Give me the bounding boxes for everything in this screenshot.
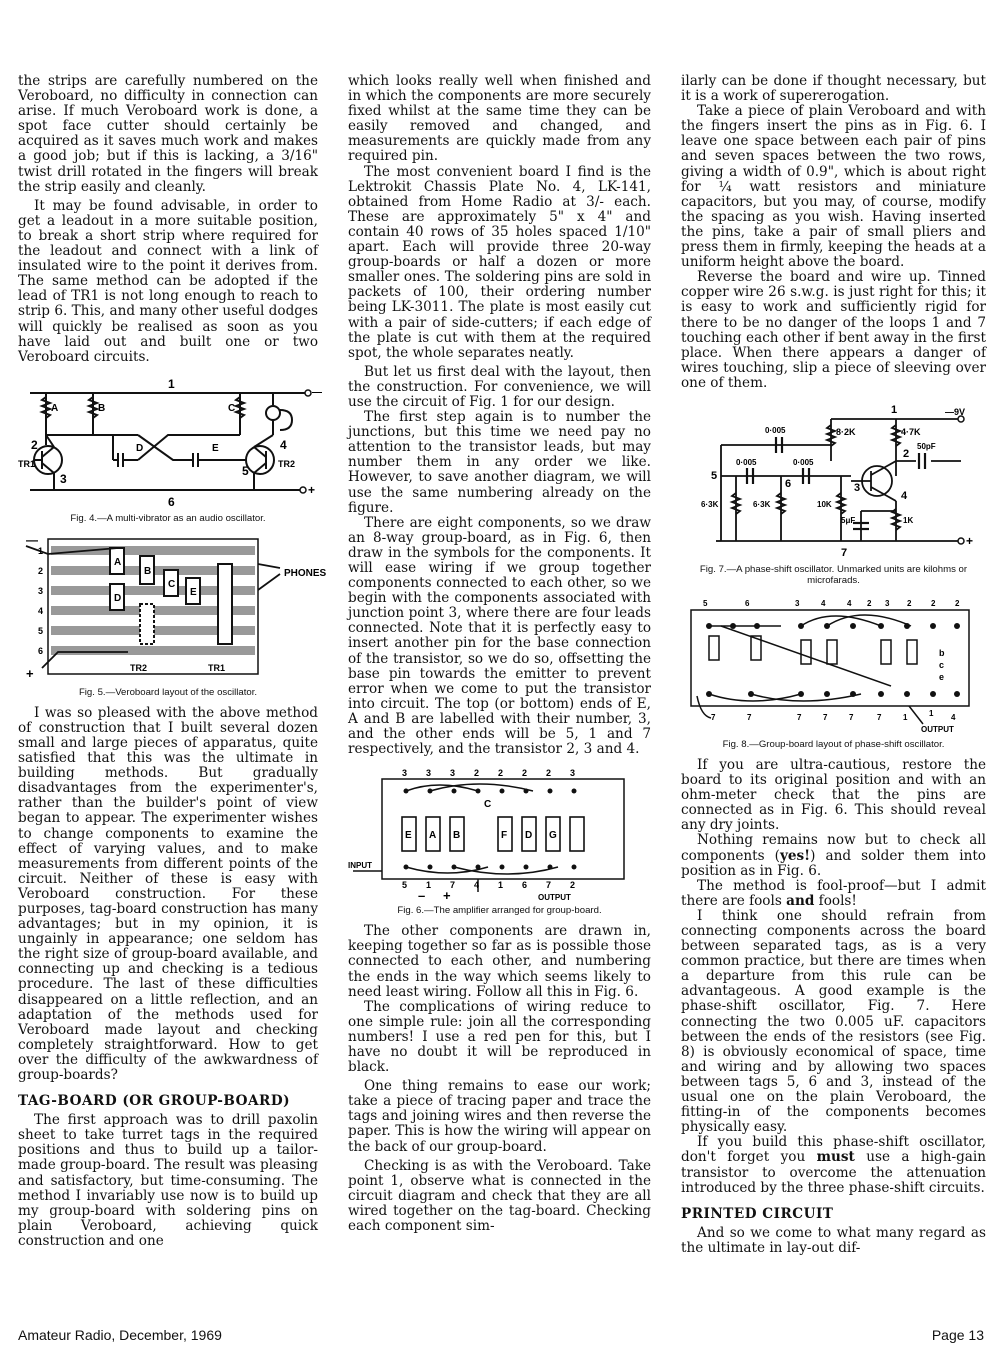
- transistor-c-label: c: [939, 659, 945, 670]
- emphasis: must: [816, 1149, 855, 1166]
- strip-3-label: 3: [38, 585, 44, 596]
- capacitor-5uf-label: 5μF: [841, 515, 856, 525]
- fig8-top-tag: 4: [847, 598, 852, 608]
- fig8-top-tag: 3: [795, 598, 800, 608]
- fig6-top-tag: 3: [426, 768, 432, 779]
- paragraph: [681, 833, 986, 878]
- text-run: fools!: [814, 892, 857, 909]
- fig6-bottom-tag: 4: [474, 880, 480, 891]
- paragraph: The most convenient board I find is the Lektrokit Chassis Plate No. 4, LK-141, obtained from Home Radio at 3/- each. These are approximately 5" x 4" and contain 40 rows of 35 holes spaced 1/10" apart. Each will provide three 20-way group-boards or half a dozen or more smaller ones. The soldering pins are sold in packets of 100, their ordering number being LK-3011. The plate is most easily cut with a pair of side-cutters; if each edge of the plate is cut with them at the required spot, the whole separates neatly.: [348, 163, 651, 361]
- component-e-label: E: [190, 586, 197, 598]
- paragraph: If you are ultra-cautious, restore the board to its original position and with an ohm-meter check that the pins are connected as in Fig. 6. This should reveal any dry joints.: [681, 756, 986, 834]
- emphasis: and: [786, 892, 815, 909]
- fig6-top-tag: 2: [546, 768, 552, 779]
- node-6-label: 6: [168, 494, 175, 509]
- figure-5: [18, 532, 327, 698]
- paragraph: ilarly can be done if thought necessary, but it is a work of supererogation.: [681, 73, 986, 105]
- section-heading: PRINTED CIRCUIT: [681, 1205, 834, 1222]
- figure-6-caption: Fig. 6.—The amplifier arranged for group-board.: [397, 905, 602, 917]
- fig6-top-tag: 3: [402, 768, 408, 779]
- component-c-label: C: [168, 578, 176, 590]
- component-a-label: A: [429, 830, 437, 842]
- emphasis: yes!: [779, 847, 811, 864]
- node-1-label: 1: [891, 403, 898, 416]
- fig6-top-tag: 2: [474, 768, 480, 779]
- paragraph: I was so pleased with the above method of construction that I built several dozen small and large pieces of apparatus, quite satisfied that this was the ultimate in building methods. But gradually disadvantages from the experimenter's, rather than the builder's point of view began to appear. The experimenter wishes to change components to examine the effect of varying values, and to make measurements from different points of the circuit. Neither of these is easy with Veroboard construction. For these purposes, tag-board construction has many advantages; but in my opinion, it is ungainly in appearance; one seldom has the right size of group-board available, and connecting up and checking is a tedious procedure. The last of these difficulties disappeared on a little reflection, and an adaptation of the methods used for Veroboard made layout and checking completely straightforward. How to get over the difficulty of the awkwardness of group-boards?: [18, 704, 318, 1084]
- fig6-bottom-tag: 7: [450, 880, 456, 891]
- fig8-top-tag: 2: [907, 598, 912, 608]
- node-1-label: 1: [168, 376, 175, 391]
- paragraph: Checking is as with the Veroboard. Take point 1, observe what is connected in the circuit diagram and check that they are all wired together on the tag-board. Checking each component sim-: [348, 1157, 651, 1234]
- fig8-top-tag: 2: [931, 598, 936, 608]
- minus-terminal-label: —: [312, 386, 322, 398]
- paragraph: I think one should refrain from connecting components across the board between separated tags, as is a very common practice, but there are times when a departure from this rule can be advantageous. A good example is the phase-shift oscillator, Fig. 7. Here connecting the two 0.005 uF. capacitors between the ends of the resistors (see Fig. 8) is obviously economical of space, time and wiring and by allowing two spaces between tags 5, 6 and 3, instead of the usual one on the plain Veroboard, the fitting-in of the components becomes physically easy.: [681, 907, 986, 1136]
- fig8-bottom-tag: 7: [711, 712, 716, 722]
- text-run: Nothing remains now but to check all components (: [681, 832, 986, 864]
- node-5-label: 5: [242, 463, 249, 478]
- output-label: OUTPUT: [921, 724, 954, 734]
- component-e-label: E: [405, 830, 412, 842]
- minus-label: –: [418, 888, 426, 904]
- component-b-label: B: [453, 830, 461, 842]
- supply-voltage-label: —9V: [945, 406, 966, 417]
- paragraph: The other components are drawn in, keeping together so far as is possible those connected to each other, and numbering the ends in the way which seems likely to need least wiring. Follow all this in Fig. 6.: [348, 923, 651, 1000]
- fig8-bottom-tag: 7: [797, 712, 802, 722]
- paragraph: The complications of wiring reduce to one simple rule: join all the corresponding numbers! I use a red pen for this, but I have no doubt it will be reproduced in black.: [348, 998, 651, 1076]
- resistor-b-label: B: [98, 402, 106, 414]
- veroboard-layout: [18, 532, 327, 684]
- node-7-label: 7: [841, 546, 848, 559]
- fig6-bottom-tag: 7: [546, 880, 552, 891]
- capacitor-50pf-label: 50pF: [917, 441, 936, 451]
- column-1: [18, 73, 327, 1249]
- capacitor-label: 0·005: [793, 457, 814, 467]
- fig6-top-tag: 3: [450, 768, 456, 779]
- capacitor-c-label: C: [228, 402, 236, 414]
- component-d-label: D: [525, 830, 533, 842]
- plus-label: +: [26, 665, 34, 681]
- plus-label: +: [443, 888, 451, 904]
- tr1-label: TR1: [208, 662, 226, 673]
- footer-publication: Amateur Radio, December, 1969: [18, 1327, 222, 1343]
- paragraph: The first approach was to drill paxolin sheet to take turret tags in the required positions and thus to build up a tailor-made group-board. The result was pleasing and satisfactory, but time-consuming. The method I invariably use now is to build up my group-board with soldering pins on plain Veroboard, achieving quick construction and one: [18, 1112, 318, 1249]
- fig6-top-tag: 3: [570, 768, 576, 779]
- column-2: [348, 74, 651, 1234]
- multivibrator-schematic: [18, 375, 322, 510]
- phase-shift-oscillator-schematic: [681, 401, 981, 561]
- capacitor-label: 0·005: [765, 425, 786, 435]
- node-5-label: 5: [711, 469, 718, 482]
- fig6-bottom-tag: 6: [522, 880, 528, 891]
- resistor-a-label: A: [51, 402, 59, 414]
- figure-6: [348, 767, 651, 916]
- capacitor-d-label: D: [136, 442, 144, 454]
- fig6-top-tag: 2: [522, 768, 528, 779]
- transistor-b-label: b: [939, 647, 945, 658]
- figure-4: [18, 375, 322, 524]
- fig8-top-tag: 2: [955, 598, 960, 608]
- component-a-label: A: [114, 556, 122, 568]
- figure-4-caption: Fig. 4.—A multi-vibrator as an audio oscillator.: [70, 512, 266, 524]
- component-f-label: F: [501, 830, 508, 842]
- component-b-label: B: [144, 565, 152, 577]
- node-4-label: 4: [901, 489, 908, 502]
- resistor-6k3-label: 6·3K: [701, 499, 719, 509]
- fig8-bottom-tag: 1: [903, 712, 908, 722]
- column-3: [681, 74, 986, 1256]
- fig6-bottom-tag: 1: [426, 880, 432, 891]
- phones-label: PHONES: [284, 567, 327, 579]
- node-2-label: 2: [903, 447, 910, 460]
- resistor-8k2-label: 8·2K: [836, 426, 856, 437]
- footer-page-number: Page 13: [931, 1327, 984, 1343]
- resistor-4k7-label: 4·7K: [901, 426, 921, 437]
- fig8-top-tag: 5: [703, 598, 708, 608]
- figure-5-caption: Fig. 5.—Veroboard layout of the oscillator.: [78, 686, 258, 698]
- paragraph: It may be found advisable, in order to get a leadout in a more suitable position, to break a short strip where required for the leadout and connect with a link of insulated wire to the point it derives from. The same method can be adopted if the lead of TR1 is not long enough to reach to strip 6. This, and many other useful dodges will quickly be realised as soon as you have laid out and built one or two Veroboard circuits.: [18, 197, 318, 365]
- node-6-label: 6: [785, 477, 792, 490]
- node-4-label: 4: [280, 437, 287, 452]
- figure-8-caption: Fig. 8.—Group-board layout of phase-shift oscillator.: [722, 738, 945, 750]
- node-3-label: 3: [854, 481, 861, 494]
- paragraph: There are eight components, so we draw an 8-way group-board, as in Fig. 6, then draw in the symbols for the components. It will ease wiring if we group together components connected to each other, so we begin with the components associated with junction point 3, where there are four leads connected. Note that it is perfectly easy to insert another pin for the base connection of the transistor, so we do so, offsetting the base pin towards the emitter to prevent error when we come to put the transistor into circuit. The top (or bottom) ends of E, A and B are labelled with their number, 3, and the other ends will be 5, 1 and 7 respectively, and the transistor 2, 3 and 4.: [348, 514, 651, 758]
- tr2-label: TR2: [130, 662, 148, 673]
- fig8-top-tag: 6: [745, 598, 750, 608]
- plus-label: +: [966, 533, 974, 548]
- fig8-bottom-tag: 1: [929, 708, 934, 718]
- text-run: If you build this phase-shift oscillator, don't forget you: [681, 1134, 986, 1166]
- capacitor-label: 0·005: [736, 457, 757, 467]
- fig6-bottom-tag: 2: [570, 880, 576, 891]
- node-3-label: 3: [60, 471, 67, 486]
- fig8-top-tag: 4: [821, 598, 826, 608]
- strip-6-label: 6: [38, 645, 44, 656]
- resistor-1k-label: 1K: [903, 515, 914, 525]
- minus-label: —: [26, 532, 38, 547]
- fig8-bottom-tag: 7: [849, 712, 854, 722]
- paragraph: But let us first deal with the layout, then the construction. For convenience, we will use the circuit of Fig. 1 for our design.: [348, 363, 651, 410]
- paragraph: The first step again is to number the junctions, but this time we need pay no attention to the transistor leads, but may number them in any order we like. However, to save another diagram, we will use the same numbering already on the figure.: [348, 409, 651, 516]
- resistor-6k3-label: 6·3K: [753, 499, 771, 509]
- fig8-bottom-tag: 4: [951, 712, 956, 722]
- fig8-bottom-tag: 7: [877, 712, 882, 722]
- paragraph: the strips are carefully numbered on the Veroboard, no difficulty in connection can arise. If much Veroboard work is done, a spot face cutter should certainly be acquired as it saves much work and makes a good job; but if this is lacking, a 3/16" twist drill rotated in the fingers will break the strip easily and cleanly.: [18, 73, 318, 195]
- capacitor-e-label: E: [212, 442, 219, 454]
- component-g-label: G: [549, 830, 557, 842]
- figure-7: [681, 401, 986, 586]
- group-board-phase-shift: [681, 596, 981, 736]
- text-run: use a high-gain transistor to overcome the attenuation introduced by the three phase-shift circuits.: [681, 1149, 986, 1196]
- plus-terminal-label: +: [308, 482, 316, 497]
- strip-2-label: 2: [38, 565, 44, 576]
- paragraph: [681, 879, 986, 909]
- fig6-bottom-tag: 1: [498, 880, 504, 891]
- fig8-top-tag: 3: [885, 598, 890, 608]
- strip-4-label: 4: [38, 605, 44, 616]
- fig6-bottom-tag: 5: [402, 880, 408, 891]
- fig8-bottom-tag: 7: [823, 712, 828, 722]
- tr1-label: TR1: [18, 458, 36, 469]
- text-run: ) and solder them into position as in Fig. 6.: [681, 847, 986, 879]
- section-heading: TAG-BOARD (OR GROUP-BOARD): [18, 1093, 291, 1110]
- fig6-top-tag: 2: [498, 768, 504, 779]
- input-label: INPUT: [348, 861, 372, 871]
- figure-7-caption: Fig. 7.—A phase-shift oscillator. Unmarked units are kilohms or microfarads.: [699, 563, 968, 586]
- transistor-e-label: e: [939, 671, 945, 682]
- paragraph: [681, 1135, 986, 1195]
- component-d-label: D: [114, 592, 122, 604]
- strip-1-label: 1: [38, 545, 44, 556]
- node-2-label: 2: [31, 437, 38, 452]
- paragraph: One thing remains to ease our work; take a piece of tracing paper and trace the tags and joining wires and then reverse the paper. This is how the wiring will appear on the back of our group-board.: [348, 1078, 651, 1155]
- paragraph: Take a piece of plain Veroboard and with the fingers insert the pins as in Fig. 6. I leave one space between each pair of pins and seven spaces between the two rows, giving a width of 0.9", which is about right for ¼ watt resistors and miniature capacitors, but you may, of course, modify the spacing as you wish. Having inserted the pins, take a pair of small pliers and press them in firmly, keeping the heads at a uniform height above the board.: [681, 103, 986, 271]
- component-c-label: C: [484, 799, 492, 811]
- paragraph: Reverse the board and wire up. Tinned copper wire 26 s.w.g. is just right for this; it is easy to work and sufficiently rigid for there to be no danger of the loops 1 and 7 touching each other if bent away in the first place. When there appears a danger of wires touching, slip a piece of sleeving over one of them.: [681, 269, 986, 391]
- strip-5-label: 5: [38, 625, 44, 636]
- text-run: The method is fool-proof—but I admit there are fools: [681, 877, 986, 909]
- group-board-amplifier: [348, 767, 638, 902]
- fig8-bottom-tag: 7: [747, 712, 752, 722]
- output-label: OUTPUT: [538, 893, 571, 903]
- paragraph: And so we come to what many regard as the ultimate in lay-out dif-: [681, 1224, 986, 1256]
- fig8-top-tag: 2: [867, 598, 872, 608]
- tr2-label: TR2: [278, 458, 296, 469]
- paragraph: which looks really well when finished and in which the components are more securely fixed whilst at the same time they can be easily removed and changed, and measurements are quickly made from any required pin.: [348, 73, 651, 165]
- resistor-10k-label: 10K: [817, 499, 832, 509]
- figure-8: [681, 596, 986, 750]
